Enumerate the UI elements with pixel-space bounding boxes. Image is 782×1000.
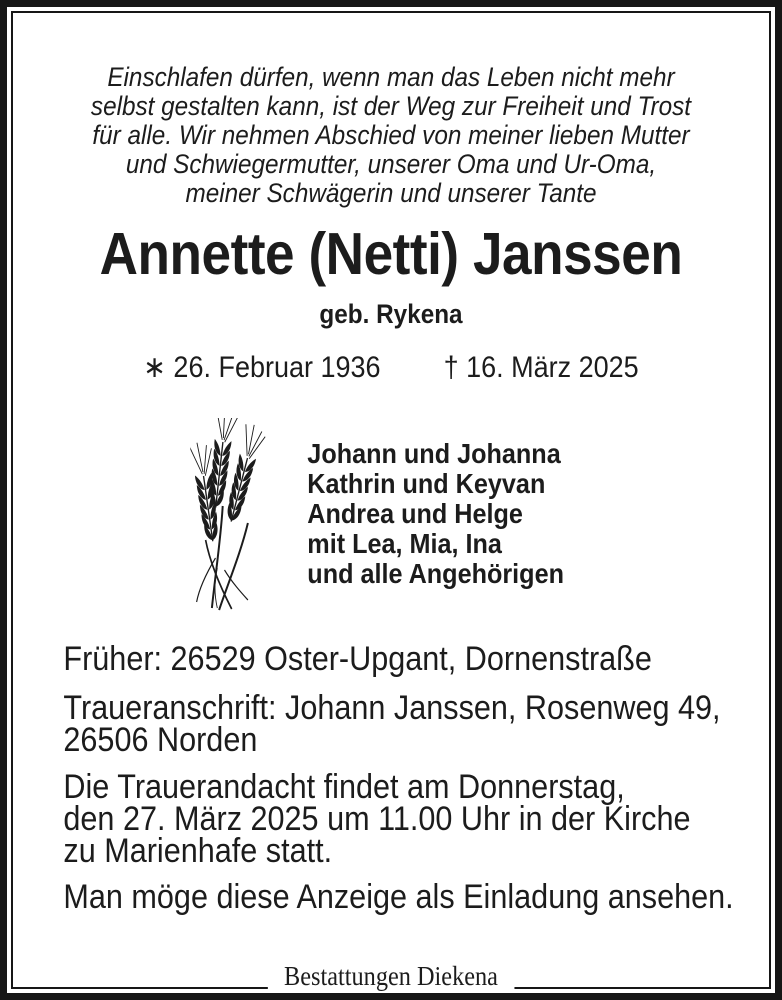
condolence-line: Traueranschrift: Johann Janssen, Rosenweg 49,: [63, 689, 721, 727]
birth-date-text: 26. Februar 1936: [173, 351, 381, 384]
mourner-line: Kathrin und Keyvan: [307, 468, 546, 499]
mourner-line: mit Lea, Mia, Ina: [307, 528, 502, 559]
service-line: Die Trauerandacht findet am Donnerstag,: [63, 768, 625, 806]
mourner-line: Andrea und Helge: [307, 498, 523, 529]
mourners-list: [307, 439, 564, 589]
born-star-icon: ∗: [143, 351, 166, 384]
condolence-line: 26506 Norden: [63, 721, 258, 759]
deceased-name: Annette (Netti) Janssen: [99, 221, 683, 287]
former-address: Früher: 26529 Oster-Upgant, Dornenstraße: [63, 640, 652, 678]
epigraph-line: und Schwiegermutter, unserer Oma und Ur-Oma,: [125, 149, 657, 179]
birth-date: [143, 352, 380, 384]
service-details: [63, 768, 742, 870]
service-line: zu Marienhafe statt.: [63, 832, 333, 870]
life-dates: [13, 352, 769, 384]
invitation-note: Man möge diese Anzeige als Einladung ansehen.: [63, 878, 734, 916]
epigraph: [13, 63, 769, 208]
epigraph-line: selbst gestalten kann, ist der Weg zur Freiheit und Trost: [90, 91, 692, 121]
epigraph-line: meiner Schwägerin und unserer Tante: [185, 178, 597, 208]
funeral-home-name: Bestattungen Diekena: [268, 961, 514, 991]
notice-content: [13, 13, 769, 991]
service-line: den 27. März 2025 um 11.00 Uhr in der Kirche: [63, 800, 691, 838]
condolence-address: [63, 689, 742, 759]
epigraph-line: Einschlafen dürfen, wenn man das Leben nicht mehr: [107, 62, 675, 92]
dagger-icon: †: [443, 351, 459, 384]
maiden-name: geb. Rykena: [319, 299, 463, 329]
wheat-ears-icon: [190, 418, 271, 613]
death-date-text: 16. März 2025: [466, 351, 639, 384]
epigraph-line: für alle. Wir nehmen Abschied von meiner lieben Mutter: [92, 120, 690, 150]
mourner-line: Johann und Johanna: [307, 438, 561, 469]
mourner-line: und alle Angehörigen: [307, 558, 564, 589]
death-date: [444, 352, 639, 384]
